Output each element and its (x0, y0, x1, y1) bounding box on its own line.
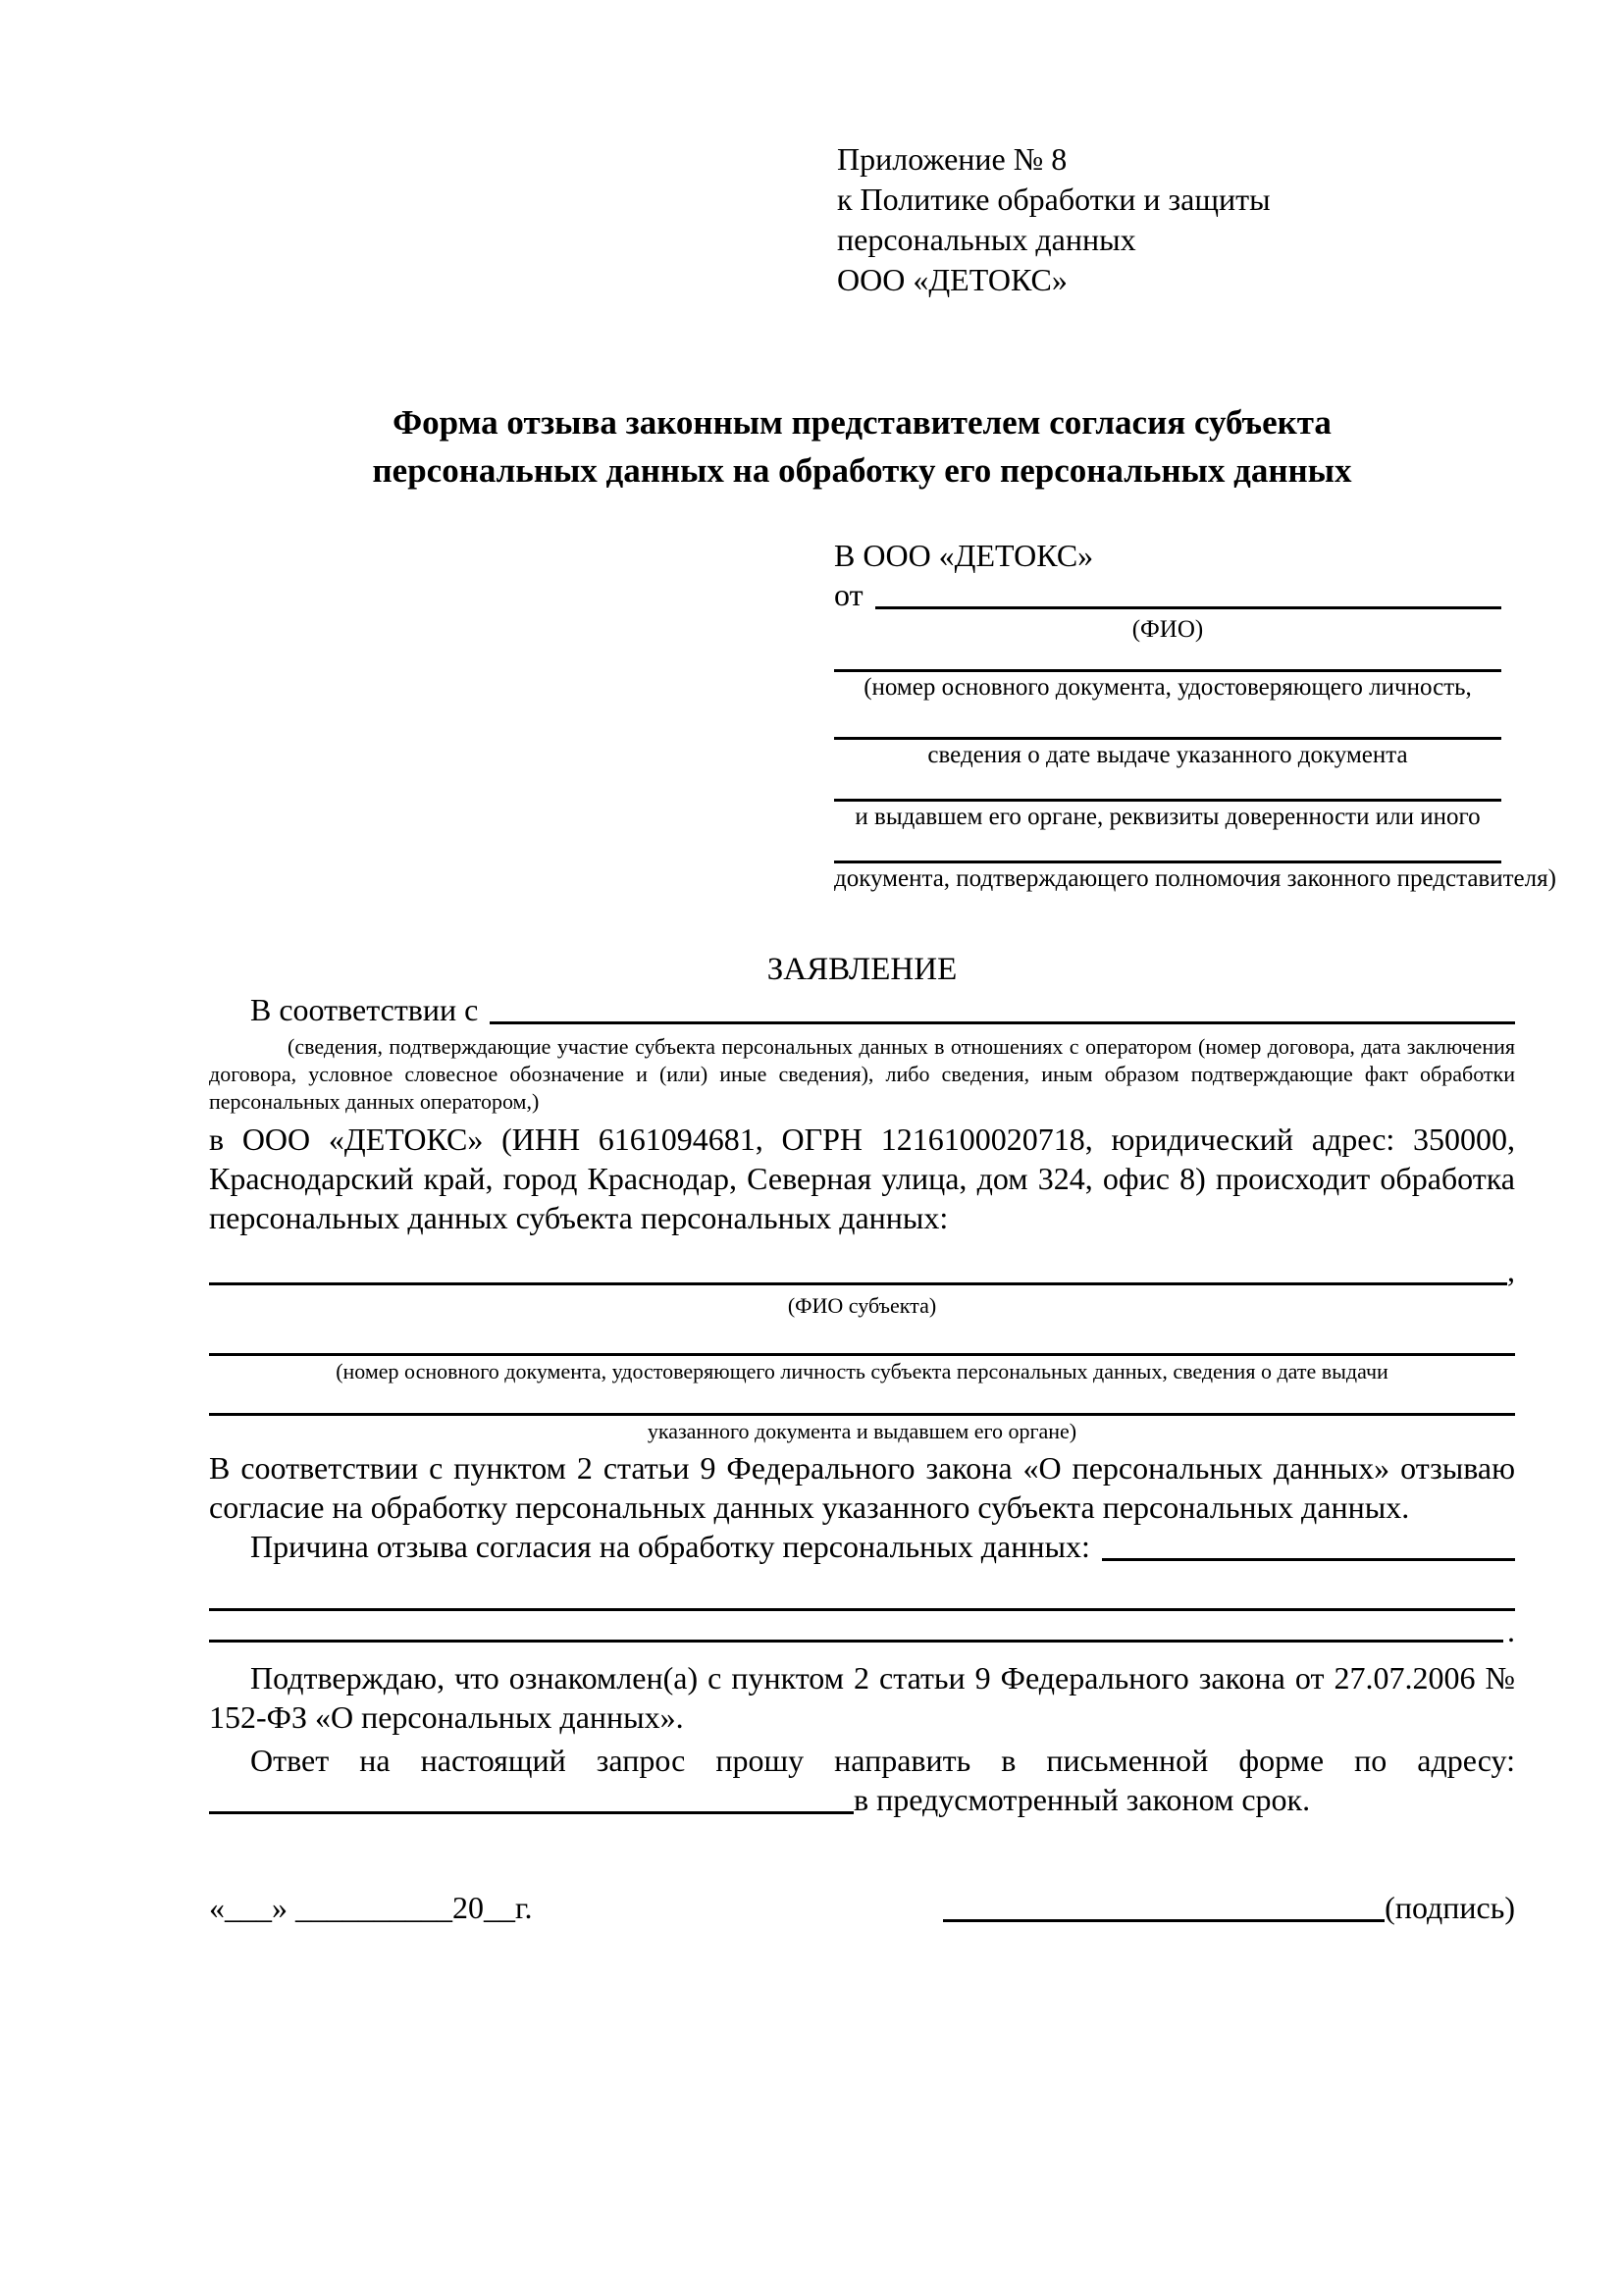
accordance-row (209, 990, 1515, 1029)
subject-doc-caption-1: (номер основного документа, удостоверяющего личность субъекта персональных данных, сведения о дате выдачи (336, 1359, 1388, 1383)
appendix-header-line-1: Приложение № 8 (837, 141, 1068, 177)
from-row (834, 575, 1501, 614)
subject-doc-caption-2: указанного документа и выдавшем его органе) (647, 1419, 1077, 1443)
appendix-header-line-3: персональных данных (837, 222, 1136, 257)
reason-blank-line-1 (209, 1566, 1515, 1611)
blank-caption-2: сведения о дате выдаче указанного документа (927, 742, 1408, 768)
operator-paragraph: в ООО «ДЕТОКС» (ИНН 6161094681, ОГРН 1216100020718, юридический адрес: 350000, Краснодарский край, город Краснодар, Северная улица, дом 324, офис 8) происходит обработка персональных данных субъекта персональных данных: (209, 1122, 1515, 1235)
blank-line-power-of-attorney (834, 830, 1501, 863)
signature-blank-line (943, 1888, 1385, 1922)
confirm-paragraph: Подтверждаю, что ознакомлен(а) с пунктом 2 статьи 9 Федерального закона от 27.07.2006 № 152-ФЗ «О персональных данных». (209, 1660, 1515, 1735)
blank-caption-1: (номер основного документа, удостоверяющего личность, (864, 674, 1472, 701)
signature-block (943, 1888, 1515, 1927)
from-label: от (834, 577, 864, 612)
subject-fio-blank-line (209, 1251, 1507, 1285)
reason-period: . (1507, 1613, 1515, 1648)
accordance-blank-line (490, 990, 1515, 1024)
date-line: «___» __________20__г. (209, 1890, 533, 1925)
document-title-line-1: Форма отзыва законным представителем согласия субъекта (393, 403, 1332, 442)
reply-address-row (209, 1780, 1515, 1819)
blank-line-doc-number (834, 643, 1501, 672)
withdrawal-paragraph: В соответствии с пунктом 2 статьи 9 Федерального закона «О персональных данных» отзываю согласие на обработку персональных данных указанного субъекта персональных данных. (209, 1450, 1515, 1525)
document-title (209, 398, 1515, 495)
reason-blank-line-2 (209, 1611, 1503, 1643)
subject-fio-comma: , (1507, 1253, 1515, 1288)
subject-doc-blank-line-1 (209, 1319, 1515, 1356)
reply-address-blank-line (209, 1780, 854, 1814)
blank-line-issuing-authority (834, 768, 1501, 802)
addressee-to: В ООО «ДЕТОКС» (834, 538, 1094, 573)
fio-caption: (ФИО) (1131, 616, 1204, 643)
appendix-header-line-2: к Политике обработки и защиты (837, 182, 1271, 217)
from-blank-line (875, 575, 1501, 609)
document-title-line-2: персональных данных на обработку его персональных данных (372, 451, 1352, 490)
reason-blank-row-2 (209, 1611, 1515, 1650)
reason-row (209, 1527, 1515, 1566)
footer-row (209, 1888, 1515, 1927)
reason-label: Причина отзыва согласия на обработку персональных данных: (250, 1529, 1090, 1564)
blank-line-issue-date (834, 701, 1501, 740)
small-print-note: (сведения, подтверждающие участие субъекта персональных данных в отношениях с оператором (номер договора, дата заключения договора, условное словесное обозначение и (или) иные сведения), либо сведения, иным образом подтверждающие факт обработки персональных данных оператором,) (209, 1034, 1515, 1114)
accordance-label: В соответствии с (250, 992, 479, 1027)
appendix-header-line-4: ООО «ДЕТОКС» (837, 262, 1068, 297)
subject-fio-caption: (ФИО субъекта) (787, 1293, 937, 1318)
appendix-header (837, 139, 1515, 300)
subject-doc-blank-line-2 (209, 1384, 1515, 1416)
reply-tail: в предусмотренный законом срок. (854, 1782, 1311, 1817)
addressee-block (834, 536, 1556, 892)
blank-caption-3: и выдавшем его органе, реквизиты доверенности или иного (855, 804, 1481, 830)
blank-caption-4: документа, подтверждающего полномочия законного представителя) (834, 865, 1556, 892)
reason-blank-line-tail (1102, 1527, 1515, 1561)
subject-fio-row (209, 1251, 1515, 1290)
signature-caption: (подпись) (1385, 1890, 1515, 1925)
reply-paragraph: Ответ на настоящий запрос прошу направить в письменной форме по адресу: (250, 1743, 1515, 1778)
statement-heading: ЗАЯВЛЕНИЕ (766, 952, 958, 987)
